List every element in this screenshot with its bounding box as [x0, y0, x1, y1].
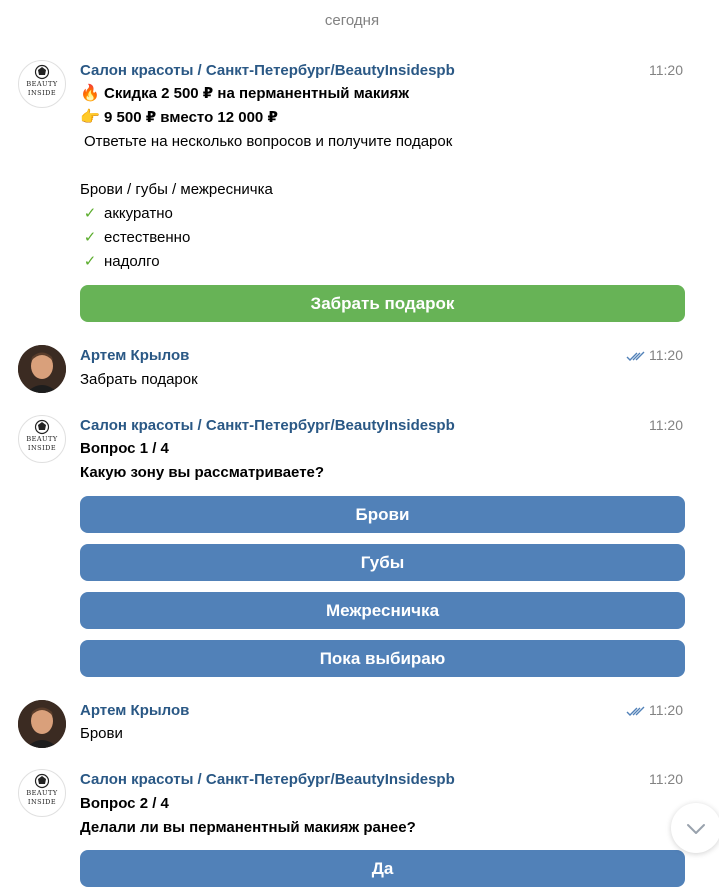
user-photo-icon — [18, 700, 66, 748]
user-photo-icon — [18, 345, 66, 393]
message-text-line: Брови / губы / межресничка — [80, 181, 273, 198]
message-author[interactable]: Салон красоты / Санкт-Петербург/BeautyInsidespb — [80, 771, 455, 788]
message-text-line: ✓ надолго — [80, 250, 160, 274]
salon-logo-icon — [19, 770, 65, 816]
answer-button-yes[interactable]: Да — [80, 850, 685, 887]
salon-avatar[interactable] — [18, 60, 66, 108]
chevron-down-icon — [671, 803, 719, 853]
salon-avatar[interactable] — [18, 769, 66, 817]
question-text: Какую зону вы рассматриваете? — [80, 464, 325, 481]
message-author[interactable]: Салон красоты / Санкт-Петербург/BeautyInsidespb — [80, 417, 455, 434]
message-text-line: Забрать подарок — [80, 371, 198, 388]
logo-text-top: BEAUTY — [26, 789, 58, 797]
message-time: 11:20 — [649, 62, 683, 78]
message-text-line: ✓ естественно — [80, 226, 190, 250]
message-salon-question — [0, 769, 704, 878]
date-separator: сегодня — [324, 12, 380, 29]
message-user-reply — [0, 700, 704, 755]
logo-text-bottom: INSIDE — [27, 798, 57, 806]
message-salon-offer — [0, 60, 704, 325]
question-number: Вопрос 2 / 4 — [80, 795, 169, 812]
claim-gift-button[interactable]: Забрать подарок — [80, 285, 685, 322]
question-text: Делали ли вы перманентный макияж ранее? — [80, 819, 416, 836]
answer-button-undecided[interactable]: Пока выбираю — [80, 640, 685, 677]
salon-avatar[interactable] — [18, 415, 66, 463]
message-time: 11:20 — [626, 702, 683, 718]
answer-button-lips[interactable]: Губы — [80, 544, 685, 581]
salon-logo-icon — [19, 416, 65, 462]
answer-button-brows[interactable]: Брови — [80, 496, 685, 533]
message-text-line: ✓ аккуратно — [80, 202, 173, 226]
message-author[interactable]: Артем Крылов — [80, 702, 190, 719]
question-number: Вопрос 1 / 4 — [80, 440, 169, 457]
pointing-hand-emoji-icon: 👉 — [80, 109, 100, 126]
logo-text-bottom: INSIDE — [27, 89, 57, 97]
message-text-line: Ответьте на несколько вопросов и получите подарок — [84, 133, 453, 150]
logo-text-top: BEAUTY — [26, 435, 58, 443]
user-avatar[interactable] — [18, 345, 66, 393]
check-mark-icon: ✓ — [83, 253, 97, 270]
salon-logo-icon — [19, 61, 65, 107]
double-check-icon — [626, 351, 646, 361]
message-time: 11:20 — [649, 771, 683, 787]
message-author[interactable]: Артем Крылов — [80, 347, 190, 364]
message-time: 11:20 — [649, 417, 683, 433]
fire-emoji-icon: 🔥 — [80, 85, 100, 102]
user-avatar[interactable] — [18, 700, 66, 748]
message-author[interactable]: Салон красоты / Санкт-Петербург/BeautyInsidespb — [80, 62, 455, 79]
answer-button-lashline[interactable]: Межресничка — [80, 592, 685, 629]
message-time: 11:20 — [626, 347, 683, 363]
check-mark-icon: ✓ — [83, 205, 97, 222]
double-check-icon — [626, 706, 646, 716]
message-text-line: 🔥 Скидка 2 500 ₽ на перманентный макияж — [80, 82, 409, 106]
logo-text-top: BEAUTY — [26, 80, 58, 88]
message-text-line: Брови — [80, 725, 123, 742]
check-mark-icon: ✓ — [83, 229, 97, 246]
logo-text-bottom: INSIDE — [27, 444, 57, 452]
message-salon-question — [0, 415, 704, 680]
message-user-reply — [0, 345, 704, 400]
message-text-line: 👉 9 500 ₽ вместо 12 000 ₽ — [80, 106, 278, 130]
scroll-down-button[interactable] — [671, 803, 719, 853]
